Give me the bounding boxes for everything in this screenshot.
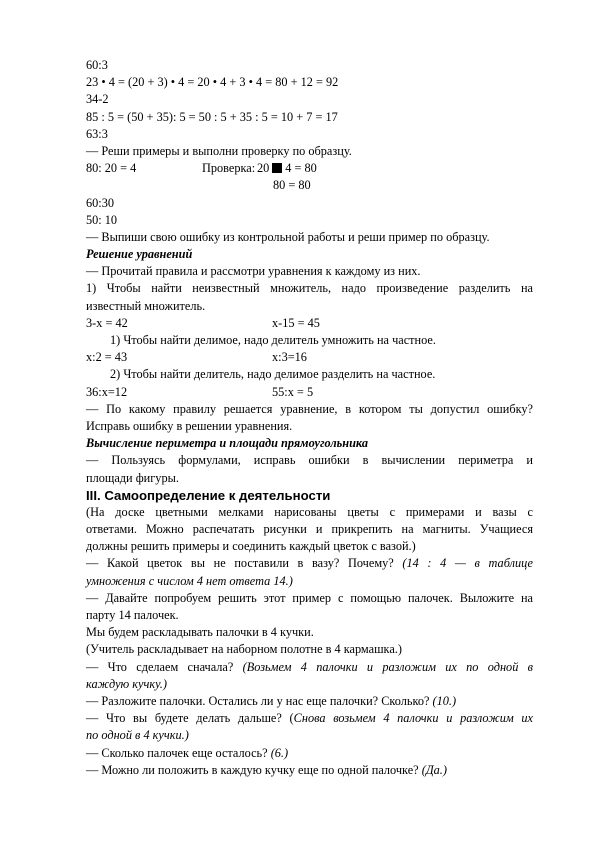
task-instruction: — Реши примеры и выполни проверку по образцу.	[86, 143, 352, 158]
paragraph-line: должны решить примеры и соединить каждый цветок с вазой.)	[86, 539, 416, 554]
equation-row	[86, 349, 533, 366]
question-line	[86, 693, 533, 710]
equation: 55:x = 5	[272, 384, 314, 399]
equation-row	[86, 315, 533, 332]
example-line: 50: 10	[86, 212, 118, 227]
paragraph-line: парту 14 палочек.	[86, 608, 179, 622]
question-text: — Разложите палочки. Остались ли у нас еще палочки? Сколько?	[86, 693, 430, 708]
rule-line: 2) Чтобы найти делитель, надо делимое разделить на частное.	[110, 367, 436, 382]
equation-row	[86, 384, 533, 401]
paragraph-line: (Учитель раскладывает на наборном полотне в 4 кармашка.)	[86, 642, 402, 657]
question-line	[86, 659, 533, 676]
answer-text: каждую кучку.)	[86, 676, 167, 691]
rule-paragraph-line: 1) Чтобы найти неизвестный множитель, надо произведение разделить на	[86, 281, 533, 296]
example-line: 63:3	[86, 126, 108, 141]
question-text: — Можно ли положить в каждую кучку еще по одной палочке?	[86, 762, 419, 777]
check-operand: 20	[257, 161, 270, 176]
paragraph-line: ответами. Можно распечатать рисунки и прикрепить на магниты. Учащиеся	[86, 522, 533, 537]
black-square-icon	[272, 163, 282, 173]
task-paragraph-line: — Пользуясь формулами, исправь ошибки в вычислении периметра и	[86, 453, 533, 468]
paragraph-line: — Давайте попробуем решить этот пример с помощью палочек. Выложите на	[86, 590, 533, 605]
answer-text: Снова возьмем 4 палочки и разложим их	[293, 711, 534, 726]
example-line: 60:3	[86, 58, 108, 72]
answer-text: (10.)	[432, 693, 457, 708]
question-text: — Что сделаем сначала?	[86, 659, 234, 674]
equation: x:2 = 43	[86, 350, 128, 365]
task-instruction: — Прочитай правила и рассмотри уравнения к каждому из них.	[86, 264, 421, 279]
equation: 36:x=12	[86, 384, 128, 399]
check-result: 4 = 80	[285, 161, 317, 176]
section-heading-perimeter: Вычисление периметра и площади прямоугольника	[86, 436, 369, 451]
answer-text: (Возьмем 4 палочки и разложим их по одной в	[242, 659, 533, 674]
answer-text: (14 : 4 — в таблице	[402, 556, 534, 571]
check-equality: 80 = 80	[273, 178, 311, 193]
question-line	[86, 745, 533, 762]
question-line	[86, 762, 533, 779]
task-instruction: — Выпиши свою ошибку из контрольной работы и реши пример по образцу.	[86, 229, 490, 244]
example-solution: 85 : 5 = (50 + 35): 5 = 50 : 5 + 35 : 5 = 10 + 7 = 17	[86, 109, 338, 124]
question-text: — Что вы будете делать дальше? (	[86, 711, 294, 726]
rule-line: 1) Чтобы найти делимое, надо делитель умножить на частное.	[110, 333, 436, 347]
example-solution: 23 • 4 = (20 + 3) • 4 = 20 • 4 + 3 • 4 = 80 + 12 = 92	[86, 75, 339, 90]
question-text: — Какой цветок вы не поставили в вазу? Почему?	[86, 556, 394, 571]
division-example: 80: 20 = 4	[86, 161, 137, 176]
rule-paragraph-line: известный множитель.	[86, 298, 206, 313]
answer-text: (Да.)	[421, 762, 447, 777]
equation: x:3=16	[272, 350, 307, 365]
task-paragraph-line: Исправь ошибку в решении уравнения.	[86, 418, 293, 433]
example-line: 60:30	[86, 195, 115, 210]
task-paragraph-line: площади фигуры.	[86, 470, 179, 485]
equation: x-15 = 45	[272, 315, 320, 330]
question-line	[86, 555, 533, 572]
answer-text: по одной в 4 кучки.)	[86, 728, 189, 743]
section-heading-equations: Решение уравнений	[86, 247, 193, 262]
check-label: Проверка:	[202, 161, 256, 176]
equation: 3-x = 42	[86, 315, 128, 330]
question-text: — Сколько палочек еще осталось?	[86, 745, 268, 760]
section-heading-self-determination: III. Самоопределение к деятельности	[86, 487, 331, 503]
answer-text: (6.)	[270, 745, 289, 760]
paragraph-line: (На доске цветными мелками нарисованы цветы с примерами и вазы с	[86, 504, 533, 519]
example-line: 34-2	[86, 92, 109, 107]
answer-text: умножения с числом 4 нет ответа 14.)	[86, 573, 293, 588]
task-paragraph-line: — По какому правилу решается уравнение, в котором ты допустил ошибку?	[86, 401, 533, 416]
check-example-line	[86, 160, 533, 177]
question-line	[86, 710, 533, 727]
paragraph-line: Мы будем раскладывать палочки в 4 кучки.	[86, 625, 314, 640]
